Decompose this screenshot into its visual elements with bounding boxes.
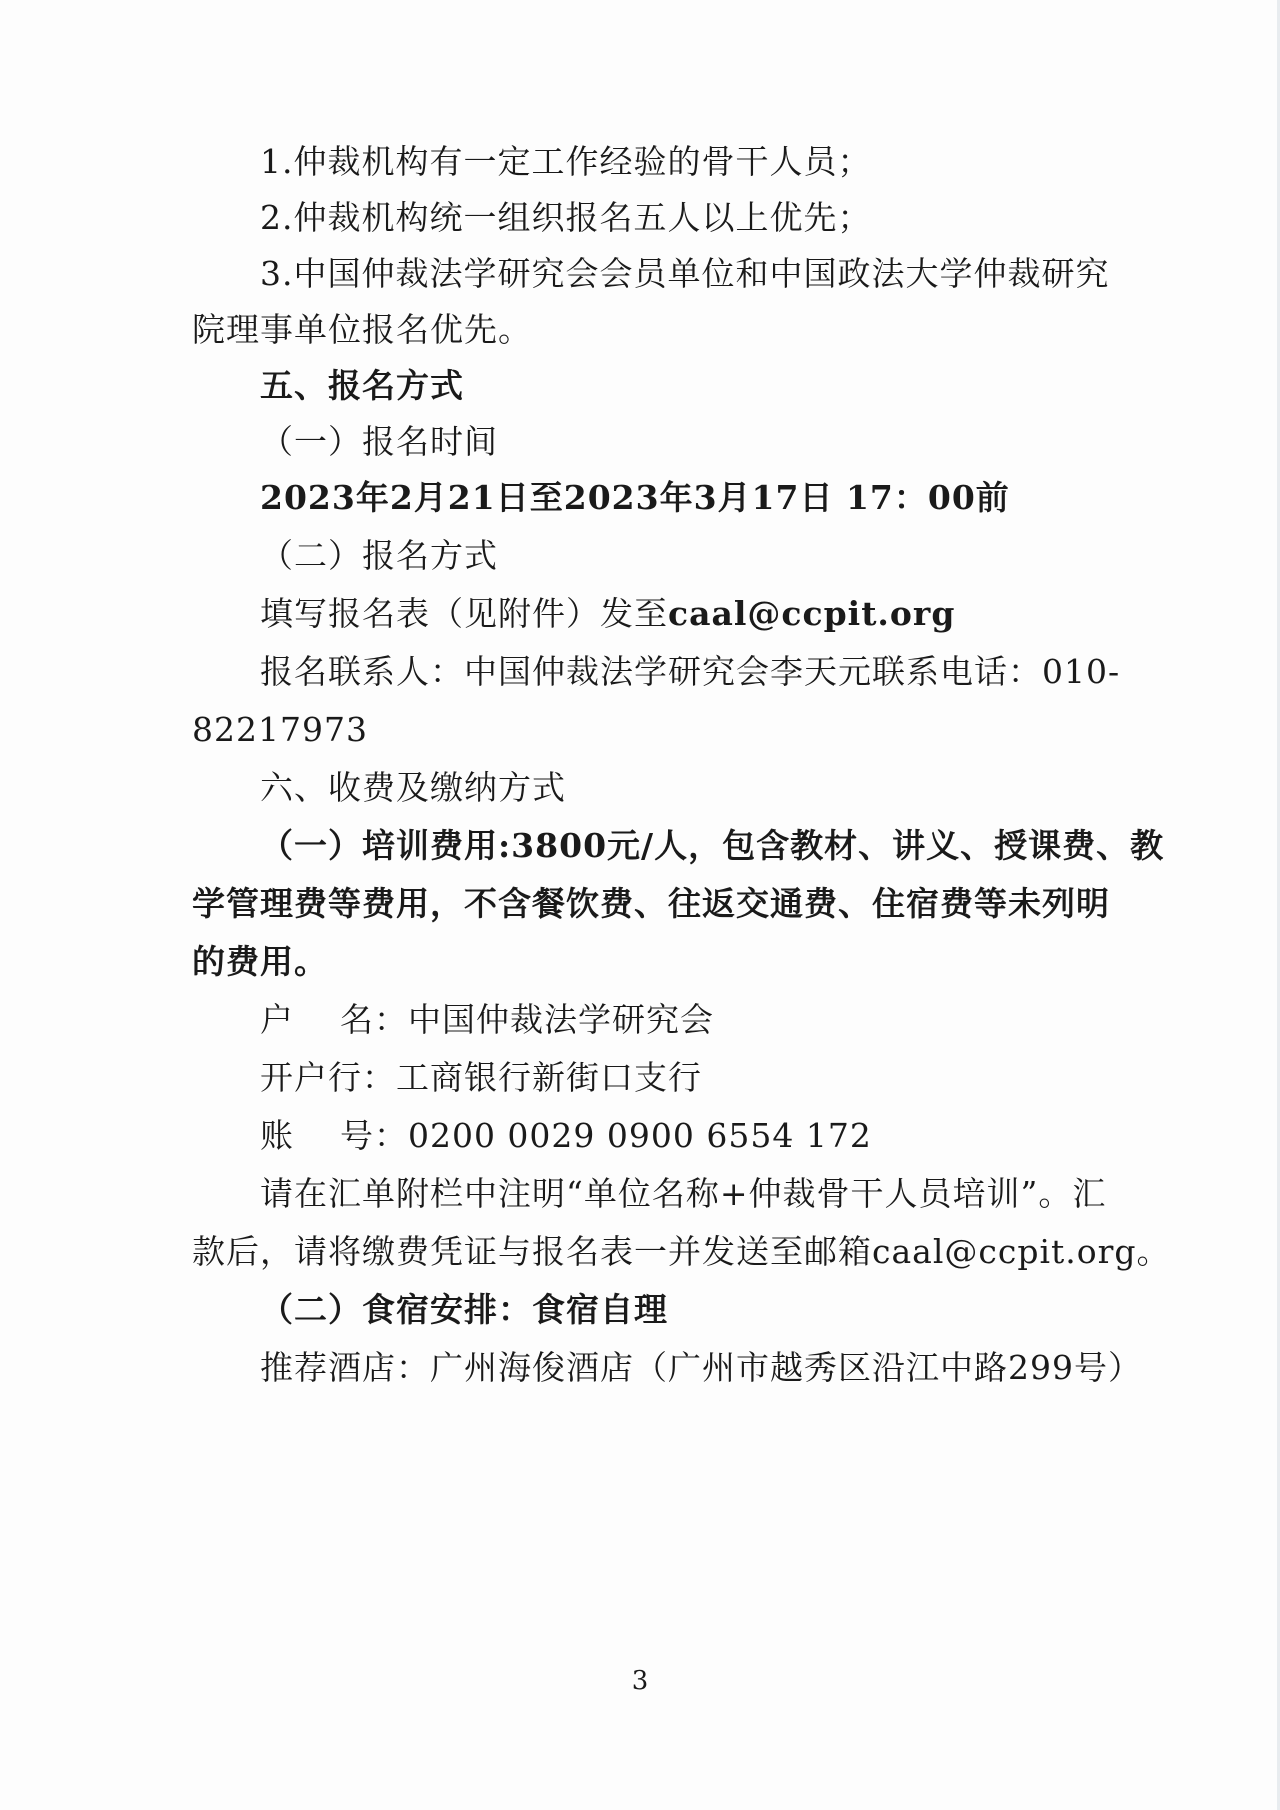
payment-note-line-1: 请在汇单附栏中注明“单位名称+仲裁骨干人员培训”。汇 bbox=[260, 1174, 1107, 1213]
account-name: 户 名：中国仲裁法学研究会 bbox=[260, 1000, 714, 1039]
contact-phone-prefix: 联系电话：010- bbox=[872, 652, 1121, 691]
subheading-registration-time: （一）报名时间 bbox=[260, 422, 498, 461]
section-heading-fees: 六、收费及缴纳方式 bbox=[260, 768, 566, 807]
page-number: 3 bbox=[631, 1666, 649, 1696]
criteria-item-3-line-1: 3.中国仲裁法学研究会会员单位和中国政法大学仲裁研究 bbox=[260, 254, 1110, 293]
payment-note-line-2: 款后，请将缴费凭证与报名表一并发送至邮箱caal@ccpit.org。 bbox=[192, 1232, 1171, 1271]
section-heading-registration: 五、报名方式 bbox=[260, 366, 464, 405]
recommended-hotel: 推荐酒店：广州海俊酒店（广州市越秀区沿江中路299号） bbox=[260, 1348, 1142, 1387]
registration-instruction-text: 填写报名表（见附件）发至 bbox=[260, 594, 668, 633]
registration-contact bbox=[260, 650, 1121, 694]
registration-instruction bbox=[260, 592, 1112, 636]
account-number: 账 号：0200 0029 0900 6554 172 bbox=[260, 1116, 872, 1155]
criteria-item-2: 2.仲裁机构统一组织报名五人以上优先； bbox=[260, 198, 872, 237]
fee-description-line-2: 学管理费等费用，不含餐饮费、往返交通费、住宿费等未列明 bbox=[192, 884, 1110, 923]
account-bank: 开户行：工商银行新街口支行 bbox=[260, 1058, 702, 1097]
fee-description-line-3: 的费用。 bbox=[192, 942, 328, 981]
registration-email[interactable]: caal@ccpit.org bbox=[668, 594, 956, 633]
subheading-accommodation: （二）食宿安排：食宿自理 bbox=[260, 1290, 668, 1329]
contact-person: 报名联系人：中国仲裁法学研究会李天元 bbox=[260, 652, 872, 691]
criteria-item-3-line-2: 院理事单位报名优先。 bbox=[192, 310, 532, 349]
criteria-item-1: 1.仲裁机构有一定工作经验的骨干人员； bbox=[260, 142, 872, 181]
contact-phone-number: 82217973 bbox=[192, 710, 368, 749]
fee-description-line-1: （一）培训费用:3800元/人，包含教材、讲义、授课费、教 bbox=[260, 826, 1165, 865]
registration-date-range: 2023年2月21日至2023年3月17日 17：00前 bbox=[260, 478, 1010, 517]
subheading-registration-method: （二）报名方式 bbox=[260, 536, 498, 575]
